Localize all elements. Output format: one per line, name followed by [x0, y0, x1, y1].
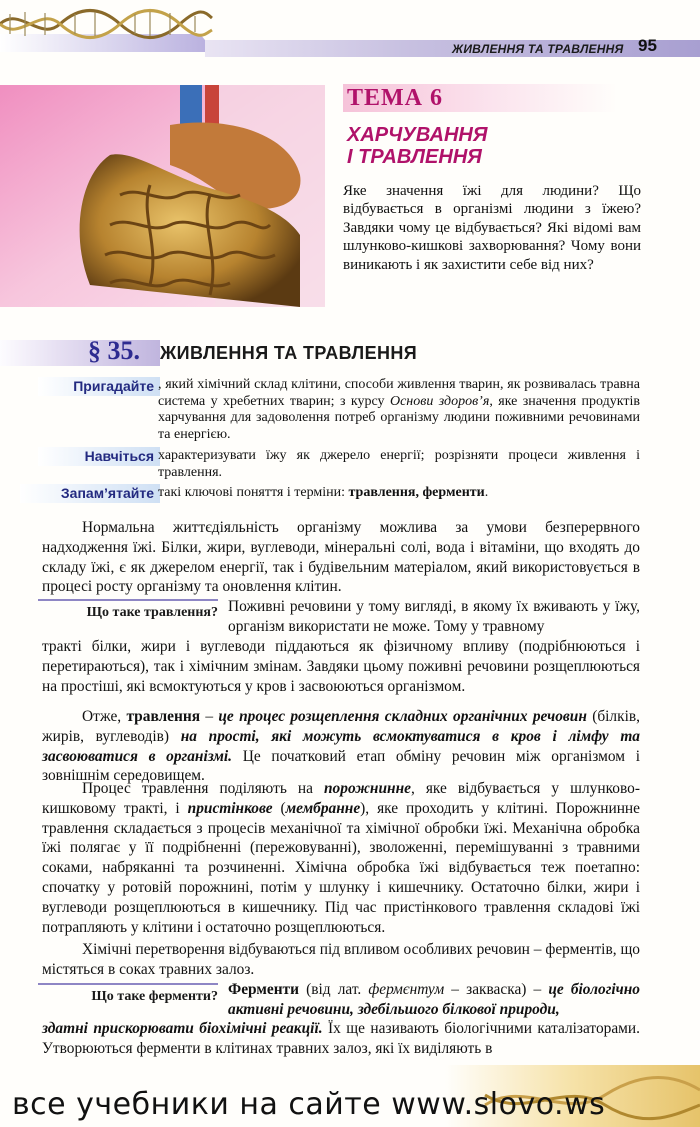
remember-label: Запам’ятайте — [20, 484, 160, 503]
learn-label: Навчіться — [38, 447, 160, 466]
paragraph-digestion-definition — [42, 707, 640, 786]
section-number: § 35. — [88, 336, 140, 365]
paragraph-digestion-types — [42, 779, 640, 937]
p4-cavity-term: порожнинне — [324, 780, 411, 797]
p4-parietal-term: пристінкове — [187, 799, 273, 817]
p4-b: , яке відбувається у шлунково-кишковому тракті, і — [42, 780, 640, 817]
recall-text-part-1: , який хімічний склад клітини, способи живлення тварин, як розвивалась травна система у хребетних тварин; з курсу — [158, 377, 640, 409]
paragraph-enzymes-cont — [42, 1019, 640, 1059]
recall-label: Пригадайте — [38, 377, 160, 396]
p6-term: Ферменти — [228, 981, 299, 998]
p3-end: Це початковий етап обміну речовин між організмом і зовнішнім середовищем. — [42, 747, 640, 785]
p6-a: (від лат. — [299, 981, 369, 998]
paragraph-chemical-changes: Хімічні перетворення відбуваються під впливом особливих речовин – ферментів, що містяться в соках травних залоз. — [42, 941, 640, 978]
recall-course-name: Основи здоров’я — [389, 393, 490, 409]
p3-dash: – — [200, 708, 219, 725]
p4-c: ( — [272, 799, 286, 817]
p3-start: Отже, — [82, 708, 127, 725]
paragraph-nutrients-start: Поживні речовини у тому вигляді, в якому їх вживають у їжу, організм використати не може. Тому у травному — [228, 598, 640, 635]
p4-membrane-term: мембранне — [285, 799, 361, 817]
topic-title — [347, 124, 607, 168]
sidebar-question-enzymes: Що таке ферменти? — [38, 983, 218, 1005]
paragraph-nutrients-cont: тракті білки, жири і вуглеводи піддаються як фізичному впливу (подрібнюються і перетираються), так і хімічним змінам. Завдяки цьому поживні речовини розщеплюються на простіші, які всмоктуються у кров і засвоюються організмом. — [42, 638, 640, 695]
p6-latin: фермєнтум — [368, 981, 445, 998]
p6-definition-2: здатні прискорювати біохімічні реакції. — [42, 1020, 323, 1037]
learn-text: характеризувати їжу як джерело енергії; розрізняти процеси живлення і травлення. — [158, 448, 640, 480]
footer-website-notice: все учебники на сайте www.slovo.ws — [12, 1087, 606, 1122]
p3-definition-1: це процес розщеплення складних органічних речовин — [218, 708, 587, 725]
topic-number: ТЕМА 6 — [347, 85, 443, 111]
dna-decoration — [0, 4, 215, 52]
p4-d: ), яке проходить у клітині. Порожнинне травлення складається з процесів механічної та хімічної обробки їжі. Механічна обробка їжі полягає у її подрібненні (пережовуванні), зволоженні, перемішуванні з травними соками, набряканні та розчиненні. Хімічна обробка їжі відбувається теж поетапно: спочатку у ротовій порожнині, потім у шлунку і кишечнику. Остаточно білки, жири і вуглеводи розщеплюються в кишечнику. Під час пристінкового травлення складові їжі потрапляють у клітини і остаточно розщеплюються. — [42, 799, 640, 936]
digestive-system-illustration — [0, 85, 325, 307]
topic-title-line-2: І ТРАВЛЕННЯ — [347, 146, 482, 168]
paragraph-nutrition: Нормальна життєдіяльність організму можлива за умови безперервного надходження їжі. Білки, жири, вуглеводи, мінеральні солі, вода і вітаміни, що входять до складу їжі, є як джерелом енергії, так і будівельним матеріалом, який використовується в процесі росту організму та оновлення клітин. — [42, 519, 640, 596]
p4-a: Процес травлення поділяють на — [82, 780, 324, 797]
remember-terms: травлення, ферменти — [348, 485, 485, 500]
p3-definition-2: на прості, які можуть всмоктуватися в кров і лімфу та засвоюватися в організмі. — [42, 727, 640, 765]
topic-title-line-1: ХАРЧУВАННЯ — [347, 124, 488, 146]
remember-intro: такі ключові поняття і терміни: — [158, 485, 349, 500]
page-number: 95 — [638, 36, 657, 55]
p6-b: – закваска) – — [444, 981, 549, 998]
p6-definition-1: це біологічно активні речовини, здебільшого білкової природи, — [228, 981, 640, 1018]
remember-end: . — [484, 485, 489, 500]
topic-questions: Яке значення їжі для людини? Що відбувається в організмі людини з їжею? Завдяки чому це відбувається? Які відомі вам шлунково-кишкові захворювання? Чому вони виникають і як захистити себе від них? — [343, 183, 641, 273]
p6-c: Їх ще називають біологічними каталізаторами. Утворюються ферменти в клітинах травних залоз, які їх виділяють в — [42, 1020, 641, 1057]
paragraph-enzymes-start — [228, 980, 640, 1020]
sidebar-question-digestion: Що таке травлення? — [38, 599, 218, 621]
p3-term: травлення — [126, 708, 201, 725]
section-title: ЖИВЛЕННЯ ТА ТРАВЛЕННЯ — [160, 343, 418, 363]
p3-mid: (білків, жирів, вуглеводів) — [42, 708, 640, 745]
running-title: ЖИВЛЕННЯ ТА ТРАВЛЕННЯ — [452, 42, 624, 56]
recall-text — [158, 377, 640, 443]
recall-text-part-2: , яке значення продуктів харчування для задоволення потреб організму людини поживними речовинами та енергією. — [158, 393, 640, 442]
remember-text — [158, 485, 640, 502]
